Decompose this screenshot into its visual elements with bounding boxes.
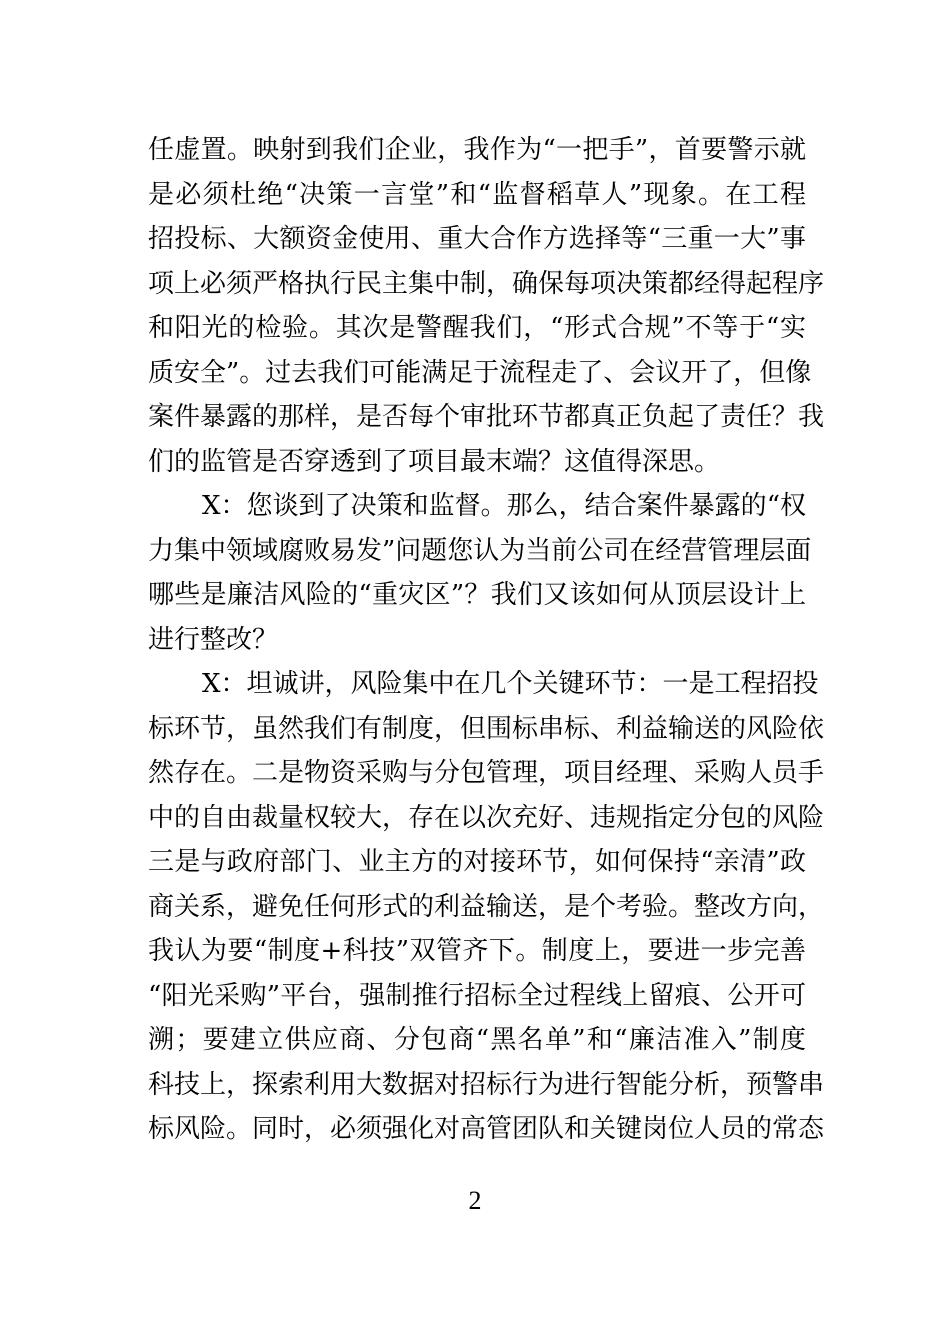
text-line: 招投标、大额资金使用、重大合作方选择等“三重一大”事 [148,224,806,254]
paragraph-question [148,484,812,662]
text-line: 三是与政府部门、业主方的对接环节，如何保持“亲清”政 [148,847,806,877]
text-line: 项上必须严格执行民主集中制，确保每项决策都经得起程序 [148,268,825,299]
text-line: 和阳光的检验。其次是警醒我们，“形式合规”不等于“实 [148,313,806,343]
paragraph-answer-continued [148,128,825,484]
text-line: 们的监管是否穿透到了项目最末端？这值得深思。 [148,446,721,477]
text-line: 质安全”。过去我们可能满足于流程走了、会议开了，但像 [148,357,812,388]
text-line: 任虚置。映射到我们企业，我作为“一把手”，首要警示就 [148,135,806,165]
paragraph-answer [148,662,825,1152]
text-line: 我认为要“制度+科技”双管齐下。制度上，要进一步完善 [148,936,806,966]
text-line: “阳光采购”平台，强制推行招标全过程线上留痕、公开可 [148,980,806,1011]
text-line: X：坦诚讲，风险集中在几个关键环节：一是工程招投 [202,669,819,699]
text-line: 溯；要建立供应商、分包商“黑名单”和“廉洁准入”制度 [148,1025,806,1055]
text-line: 商关系，避免任何形式的利益输送，是个考验。整改方向， [148,891,825,922]
text-line: 科技上，探索利用大数据对招标行为进行智能分析，预警串 [148,1069,825,1100]
text-line: 中的自由裁量权较大，存在以次充好、违规指定分包的风险 [148,802,825,833]
text-line: 是必须杜绝“决策一言堂”和“监督稻草人”现象。在工程 [148,179,806,210]
text-line: X：您谈到了决策和监督。那么，结合案件暴露的“权 [202,491,806,521]
text-line: 案件暴露的那样，是否每个审批环节都真正负起了责任？我 [148,402,825,432]
page-number: 2 [468,1186,482,1215]
text-line: 然存在。二是物资采购与分包管理，项目经理、采购人员手 [148,758,825,788]
text-line: 标风险。同时，必须强化对高管团队和关键岗位人员的常态 [148,1114,825,1144]
text-line: 进行整改？ [148,624,279,655]
text-line: 标环节，虽然我们有制度，但围标串标、利益输送的风险依 [148,713,825,744]
text-line: 力集中领域腐败易发”问题您认为当前公司在经营管理层面 [148,535,812,566]
text-line: 哪些是廉洁风险的“重灾区”？我们又该如何从顶层设计上 [148,580,806,610]
body-text [148,128,825,1152]
